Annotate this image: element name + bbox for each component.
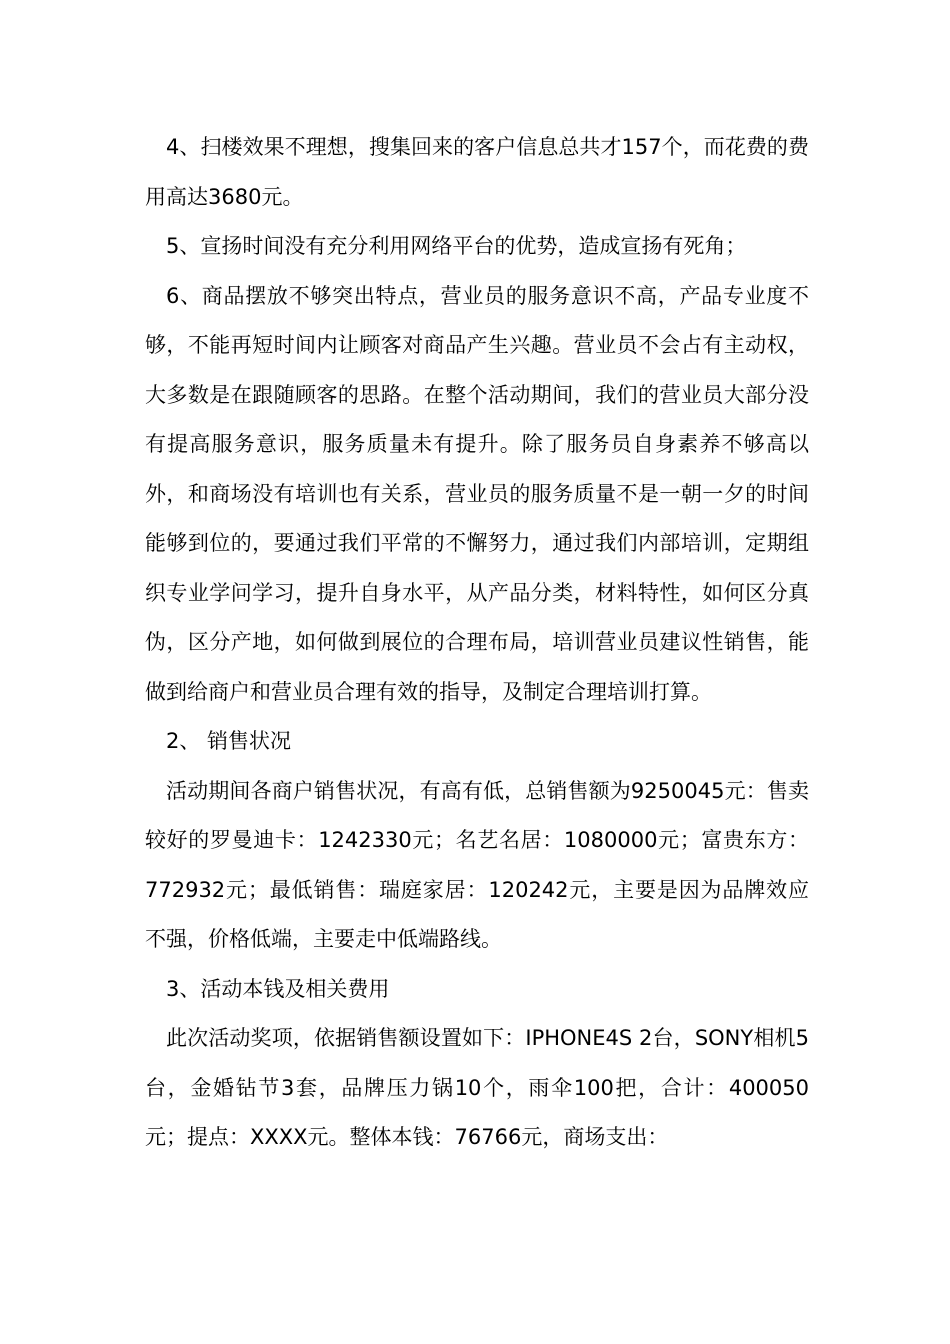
paragraph-item-6: 6、商品摆放不够突出特点，营业员的服务意识不高，产品专业度不够，不能再短时间内让顾客对商品产生兴趣。营业员不会占有主动权，大多数是在跟随顾客的思路。在整个活动期间，我们的营业员大部分没有提高服务意识，服务质量未有提升。除了服务员自身素养不够高以外，和商场没有培训也有关系，营业员的服务质量不是一朝一夕的时间能够到位的，要通过我们平常的不懈努力，通过我们内部培训，定期组织专业学问学习，提升自身水平，从产品分类，材料特性，如何区分真伪，区分产地，如何做到展位的合理布局，培训营业员建议性销售，能做到给商户和营业员合理有效的指导，及制定合理培训打算。 <box>145 283 809 704</box>
paragraph-costs: 此次活动奖项，依据销售额设置如下：IPHONE4S 2台，SONY相机5台，金婚钻节3套，品牌压力锅10个，雨伞100把，合计：400050元；提点：XXXX元。整体本钱：76766元，商场支出： <box>145 1026 809 1149</box>
document-body <box>145 123 809 1163</box>
paragraph-sales-status: 活动期间各商户销售状况，有高有低，总销售额为9250045元：售卖较好的罗曼迪卡：1242330元；名艺名居：1080000元；富贵东方：772932元；最低销售：瑞庭家居：120242元，主要是因为品牌效应不强，价格低端，主要走中低端路线。 <box>145 778 809 951</box>
paragraph-item-5: 5、宣扬时间没有充分利用网络平台的优势，造成宣扬有死角； <box>166 234 747 258</box>
paragraph-item-4: 4、扫楼效果不理想，搜集回来的客户信息总共才157个，而花费的费用高达3680元。 <box>145 135 809 209</box>
section-heading-sales: 2、 销售状况 <box>166 729 292 753</box>
section-heading-costs: 3、活动本钱及相关费用 <box>166 976 390 1001</box>
